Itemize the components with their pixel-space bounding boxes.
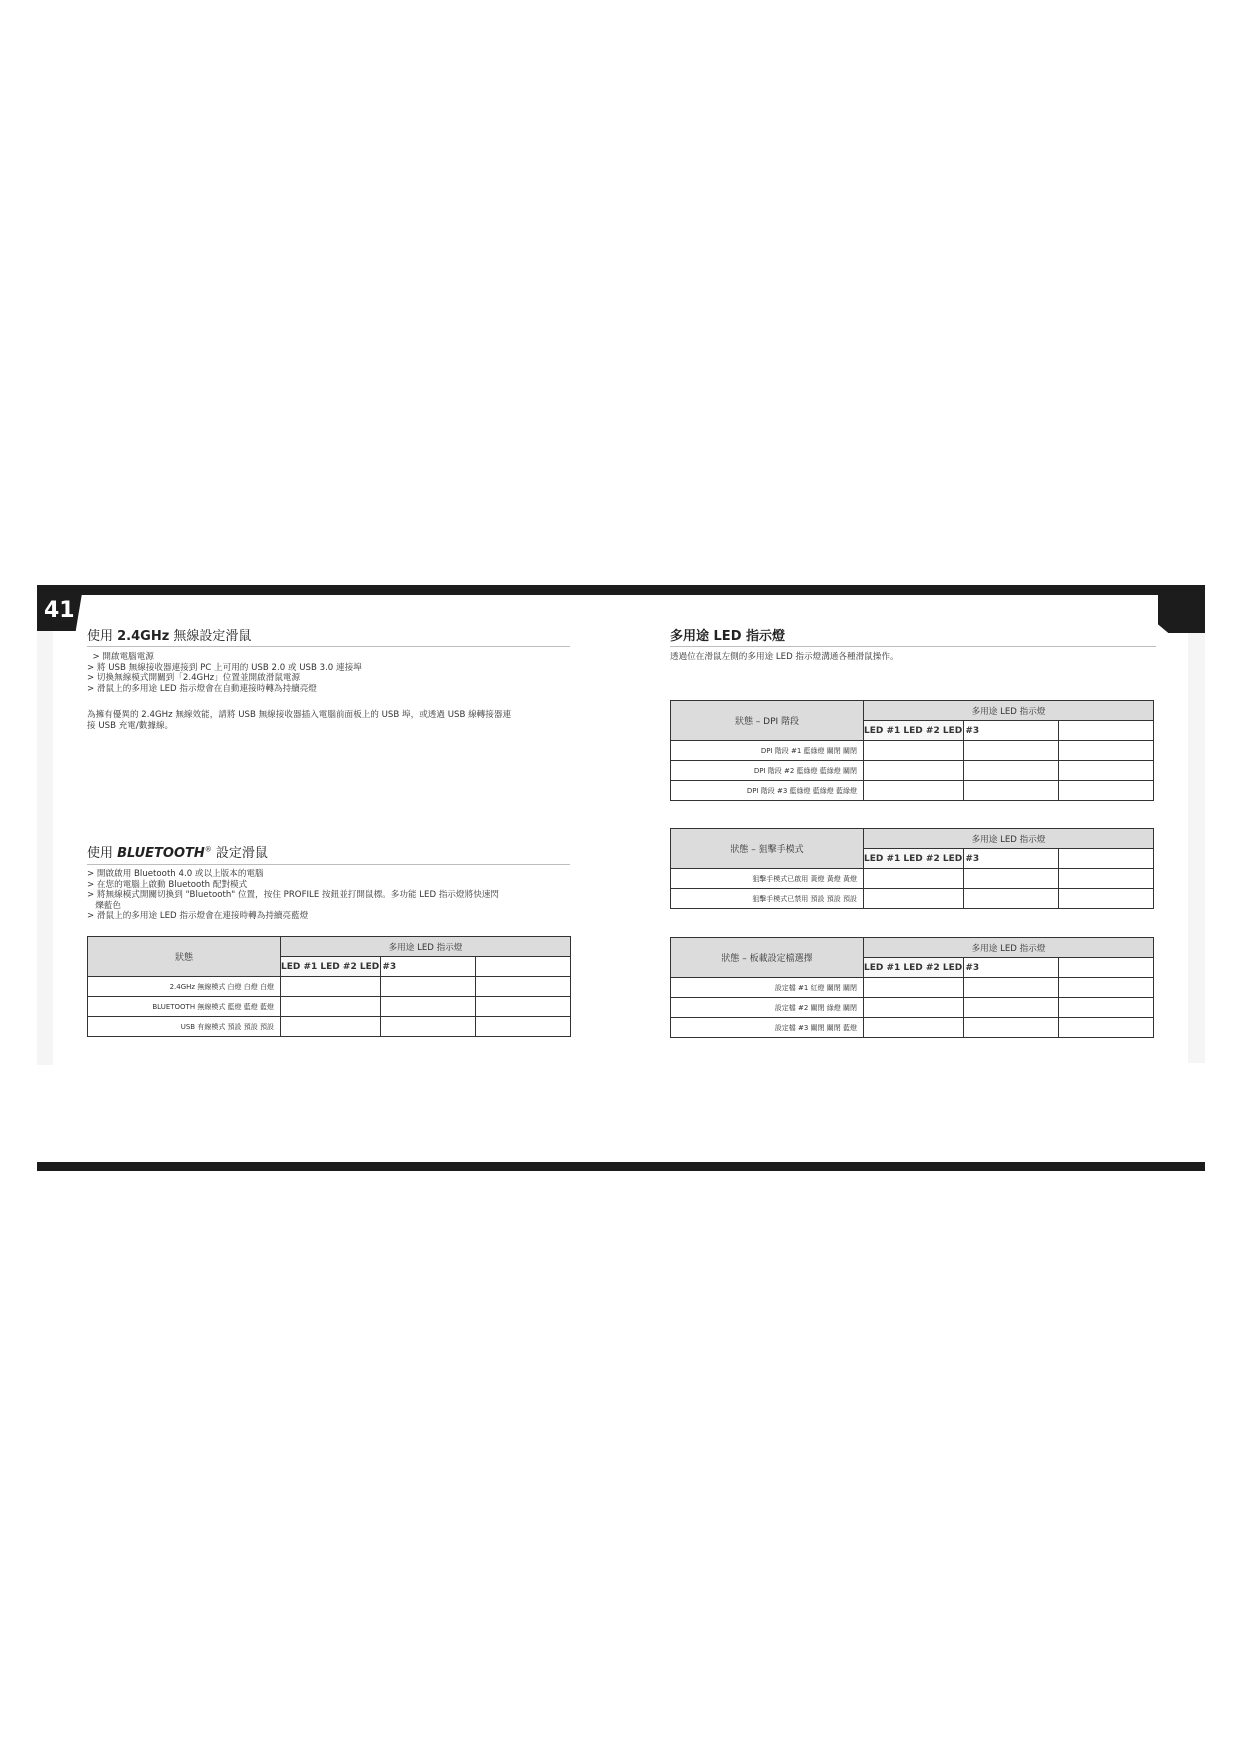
table-row: USB 有線模式 預設 預設 預設 (88, 1017, 281, 1037)
steps-24ghz (87, 652, 362, 694)
led-table-dpi (670, 700, 1154, 801)
led-header: LED #1 LED #2 LED #3 (281, 957, 381, 977)
step: > 切換無線模式開關到「2.4GHz」位置並開啟滑鼠電源 (87, 673, 301, 684)
page-number: 41 (44, 598, 75, 623)
step: 爍藍色 (87, 900, 121, 911)
section-rule (87, 864, 570, 865)
table-row: 2.4GHz 無線模式 白燈 白燈 白燈 (88, 977, 281, 997)
led-table-wireless-mode (87, 936, 571, 1037)
table-row: DPI 階段 #1 藍綠燈 關閉 關閉 (671, 741, 864, 761)
group-header: 多用途 LED 指示燈 (864, 701, 1154, 721)
state-header: 狀態 (88, 937, 281, 977)
table-row: 狙擊手模式已啟用 黃燈 黃燈 黃燈 (671, 869, 864, 889)
top-band (37, 585, 1205, 595)
group-header: 多用途 LED 指示燈 (864, 938, 1154, 958)
table-row: DPI 階段 #3 藍綠燈 藍綠燈 藍綠燈 (671, 781, 864, 801)
table-row: DPI 階段 #2 藍綠燈 藍綠燈 關閉 (671, 761, 864, 781)
led-header: LED #1 LED #2 LED #3 (864, 958, 964, 978)
step: > 將無線模式開關切換到 "Bluetooth" 位置，按住 PROFILE 按鈕並打開鼠標。多功能 LED 指示燈將快速閃 (87, 890, 499, 901)
table-row: 設定檔 #3 關閉 關閉 藍燈 (671, 1018, 864, 1038)
step: > 將 USB 無線接收器連接到 PC 上可用的 USB 2.0 或 USB 3.0 連接埠 (87, 662, 362, 673)
section-rule (87, 646, 570, 647)
right-page-background (1188, 633, 1205, 1063)
table-row: 設定檔 #1 紅燈 關閉 關閉 (671, 978, 864, 998)
steps-bluetooth (87, 869, 499, 922)
note-line: 為擁有優異的 2.4GHz 無線效能，請將 USB 無線接收器插入電腦前面板上的 USB 埠，或透過 USB 線轉接器連 (87, 710, 512, 720)
section-title-24ghz: 使用 2.4GHz 無線設定滑鼠 (87, 629, 252, 644)
step: > 開啟電腦電源 (87, 652, 154, 662)
section-title-bluetooth: 使用 BLUETOOTH® 設定滑鼠 (87, 845, 268, 861)
note-24ghz (87, 710, 511, 731)
group-header: 多用途 LED 指示燈 (281, 937, 571, 957)
section-rule (670, 646, 1156, 647)
step: > 滑鼠上的多用途 LED 指示燈會在自動連接時轉為持續亮燈 (87, 683, 317, 694)
table-row: 設定檔 #2 關閉 綠燈 關閉 (671, 998, 864, 1018)
state-header: 狀態 – 狙擊手模式 (671, 829, 864, 869)
section-title-led: 多用途 LED 指示燈 (670, 629, 786, 644)
led-table-profile (670, 937, 1154, 1038)
state-header: 狀態 – 板載設定檔選擇 (671, 938, 864, 978)
led-table-sniper (670, 828, 1154, 909)
right-corner-tab (1158, 585, 1205, 633)
led-header: LED #1 LED #2 LED #3 (864, 849, 964, 869)
bottom-band (37, 1162, 1205, 1171)
left-page-background (37, 595, 53, 1065)
led-header: LED #1 LED #2 LED #3 (864, 721, 964, 741)
intro-led: 透過位在滑鼠左側的多用途 LED 指示燈溝通各種滑鼠操作。 (670, 652, 899, 662)
step: > 開啟啟用 Bluetooth 4.0 或以上版本的電腦 (87, 869, 264, 879)
table-row: 狙擊手模式已禁用 預設 預設 預設 (671, 889, 864, 909)
table-row: BLUETOOTH 無線模式 藍燈 藍燈 藍燈 (88, 997, 281, 1017)
state-header: 狀態 – DPI 階段 (671, 701, 864, 741)
note-line: 接 USB 充電/數據線。 (87, 720, 174, 731)
step: > 在您的電腦上啟動 Bluetooth 配對模式 (87, 879, 248, 890)
group-header: 多用途 LED 指示燈 (864, 829, 1154, 849)
step: > 滑鼠上的多用途 LED 指示燈會在連接時轉為持續亮藍燈 (87, 911, 309, 922)
